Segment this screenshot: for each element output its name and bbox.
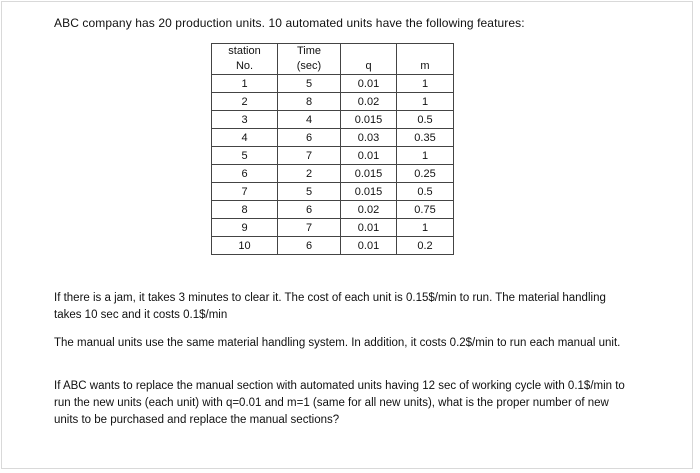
header-station-line1: station: [212, 44, 278, 60]
header-m-line1: [397, 44, 454, 60]
table-cell: 0.35: [397, 129, 454, 147]
header-q-line1: [341, 44, 397, 60]
table-cell: 0.01: [341, 75, 397, 93]
table-cell: 3: [212, 111, 278, 129]
table-cell: 5: [278, 75, 341, 93]
table-row: [212, 183, 454, 201]
paragraph-question: If ABC wants to replace the manual section with automated units having 12 sec of working cycle with 0.1$/min to run the new units (each unit) with q=0.01 and m=1 (same for all new units), what is the proper number of new units to be purchased and replace the manual sections?: [54, 380, 625, 426]
header-m-line2: m: [397, 59, 454, 75]
table-cell: 1: [212, 75, 278, 93]
table-cell: 6: [278, 237, 341, 255]
table-cell: 5: [278, 183, 341, 201]
table-cell: 0.01: [341, 147, 397, 165]
table-cell: 6: [212, 165, 278, 183]
table-cell: 1: [397, 219, 454, 237]
header-time-line2: (sec): [278, 59, 341, 75]
table-row: [212, 237, 454, 255]
table-row: [212, 165, 454, 183]
table-cell: 1: [397, 147, 454, 165]
table-cell: 10: [212, 237, 278, 255]
intro-text: ABC company has 20 production units. 10 automated units have the following features:: [54, 16, 525, 30]
table-cell: 1: [397, 75, 454, 93]
table-cell: 0.02: [341, 201, 397, 219]
table-cell: 7: [278, 219, 341, 237]
header-q-line2: q: [341, 59, 397, 75]
table-cell: 0.25: [397, 165, 454, 183]
table-cell: 7: [278, 147, 341, 165]
paragraph-jam: If there is a jam, it takes 3 minutes to clear it. The cost of each unit is 0.15$/min to run. The material handling takes 10 sec and it costs 0.1$/min: [54, 292, 606, 321]
table-cell: 0.2: [397, 237, 454, 255]
features-table: [211, 43, 454, 255]
table-row: [212, 201, 454, 219]
table-cell: 0.5: [397, 183, 454, 201]
table-cell: 5: [212, 147, 278, 165]
table-cell: 0.03: [341, 129, 397, 147]
table-cell: 0.015: [341, 111, 397, 129]
table-cell: 1: [397, 93, 454, 111]
table-cell: 0.015: [341, 165, 397, 183]
table-cell: 8: [278, 93, 341, 111]
table-cell: 4: [212, 129, 278, 147]
table-row: [212, 93, 454, 111]
table-cell: 6: [278, 129, 341, 147]
table-cell: 4: [278, 111, 341, 129]
table-cell: 0.01: [341, 219, 397, 237]
table-row: [212, 129, 454, 147]
table-header-row-top: [212, 44, 454, 60]
table-cell: 0.5: [397, 111, 454, 129]
table-header-row-sub: [212, 59, 454, 75]
header-station-line2: No.: [212, 59, 278, 75]
table-cell: 8: [212, 201, 278, 219]
table-cell: 0.015: [341, 183, 397, 201]
table-cell: 0.75: [397, 201, 454, 219]
table-cell: 2: [278, 165, 341, 183]
table-cell: 0.02: [341, 93, 397, 111]
table-cell: 7: [212, 183, 278, 201]
table-cell: 6: [278, 201, 341, 219]
paragraph-manual: The manual units use the same material handling system. In addition, it costs 0.2$/min to run each manual unit.: [54, 337, 621, 349]
table-cell: 2: [212, 93, 278, 111]
header-time-line1: Time: [278, 44, 341, 60]
table-row: [212, 147, 454, 165]
table-row: [212, 219, 454, 237]
table-row: [212, 75, 454, 93]
table-cell: 0.01: [341, 237, 397, 255]
table-cell: 9: [212, 219, 278, 237]
table-row: [212, 111, 454, 129]
table-body: [212, 75, 454, 255]
